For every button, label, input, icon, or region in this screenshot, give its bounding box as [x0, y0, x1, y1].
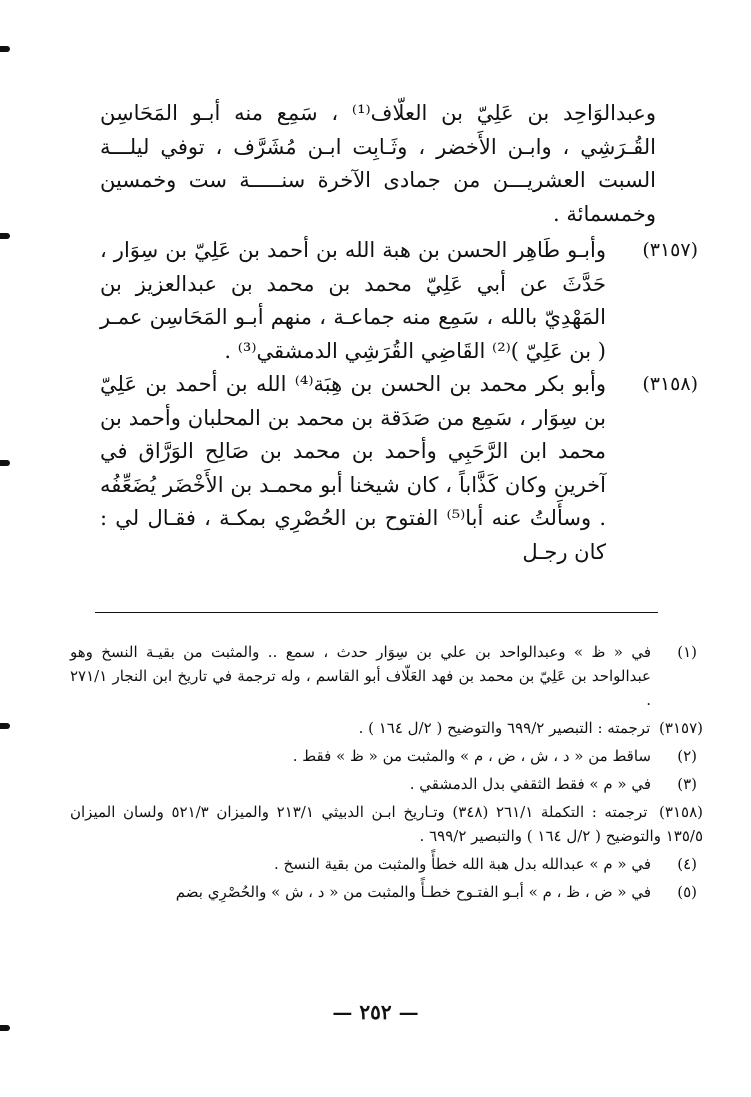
entry-ref-text: ترجمته : التكملة ٢٦١/١ (٣٤٨) وتـاريخ ابـن الدبيثي ٢١٣/١ والميزان ٥٢١/٣ ولسان الميزان ١٣٥/٥ والتوضيح ( ٢/ل ١٦٤ ) والتبصير ٦٩٩/٢ . — [70, 803, 703, 845]
footnote-text: في « م » فقط الثقفي بدل الدمشقي . — [409, 775, 651, 793]
footnote-number: (٤) — [677, 855, 697, 873]
margin-mark — [0, 723, 10, 729]
footnote-text: في « ض ، ظ ، م » أبـو الفتـوح خطـأً والمثبت من « د ، ش » والحُصْرِي بضم — [175, 883, 651, 901]
footnote-separator — [95, 612, 658, 613]
entry-ref-text: ترجمته : التبصير ٦٩٩/٢ والتوضيح ( ٢/ل ١٦٤ ) . — [358, 719, 651, 737]
footnote-text: في « م » عبدالله بدل هبة الله خطأً والمثبت من بقية النسخ . — [273, 855, 651, 873]
margin-mark — [0, 1025, 10, 1031]
footnote-number: (٢) — [677, 747, 697, 765]
footnote-1 — [70, 640, 697, 712]
footnote-2 — [70, 744, 697, 768]
footnote-number: (٥) — [677, 883, 697, 901]
entry-number: (٣١٥٧) — [642, 239, 698, 261]
margin-mark — [0, 233, 10, 239]
margin-mark — [0, 46, 10, 52]
footnote-number: (٣) — [677, 775, 697, 793]
translation-ref-3157 — [70, 716, 703, 740]
footnote-text: ساقط من « د ، ش ، ض ، م » والمثبت من « ظ » فقط . — [292, 747, 651, 765]
footnote-5 — [70, 880, 697, 904]
intro-paragraph: وعبدالوَاحِد بن عَلِيّ بن العلّاف⁽¹⁾ ، سَمِع منه أبـو المَحَاسِن القُـرَشِي ، وابـن الأَخضر ، وثَـابِت ابـن مُشَرَّف ، توفي ليلـــة السبت العشريـــن من جمادى الآخرة سنـــــة ست وخمسين وخمسمائة . — [100, 101, 656, 226]
footnote-number: (١) — [677, 643, 697, 661]
footnotes — [70, 640, 703, 904]
entry-text: وأبو بكر محمد بن الحسن بن هِبَة⁽⁴⁾ الله بن أحمد بن عَلِيّ بن سِوَار ، سَمِع من صَدَقة بن محمد بن المحلبان وأحمد بن محمد ابن الرَّحَبِي وأحمد بن محمد بن صَالِح الوَرَّاق في آخرين وكان كَذَّاباً ، كان شيخنا أبو محمـد بن الأَخْضَر يُضَعِّفُه . وسأَلتُ عنه أبا⁽⁵⁾ الفتوح بن الحُصْرِي بمكـة ، فقـال لي : كان رجـل — [100, 372, 607, 564]
entry-number: (٣١٥٨) — [642, 373, 698, 395]
margin-mark — [0, 460, 10, 466]
page-number: — ٢٥٢ — — [332, 1000, 419, 1024]
entry-text: وأبـو طَاهِر الحسن بن هبة الله بن أحمد بن عَلِيّ بن سِوَار ، حَدَّثَ عن أبي عَلِيّ محمد بن محمد بن عبدالعزيز بن المَهْدِيّ بالله ، سَمِع منه جماعـة ، منهم أبـو المَحَاسِن عمـر ( بن عَلِيّ )⁽²⁾ القَاضِي القُرَشِي الدمشقي⁽³⁾ . — [100, 238, 606, 363]
footnote-3 — [70, 772, 697, 796]
entry-ref-number: (٣١٥٨) — [659, 803, 703, 821]
entry-ref-number: (٣١٥٧) — [659, 719, 703, 737]
main-text — [100, 97, 696, 569]
footnote-4 — [70, 852, 697, 876]
entry-3157 — [100, 234, 698, 368]
footnote-text: في « ظ » وعبدالواحد بن علي بن سِوَار حدث ، سمع .. والمثبت من بقيـة النسخ وهو عبدالواحد بن عَلِيّ بن محمد بن فهد العَلّاف أبو القاسم ، وله ترجمة في تاريخ ابن النجار ٢٧١/١ . — [70, 643, 651, 709]
entry-3158 — [100, 368, 698, 569]
translation-ref-3158 — [70, 800, 703, 848]
